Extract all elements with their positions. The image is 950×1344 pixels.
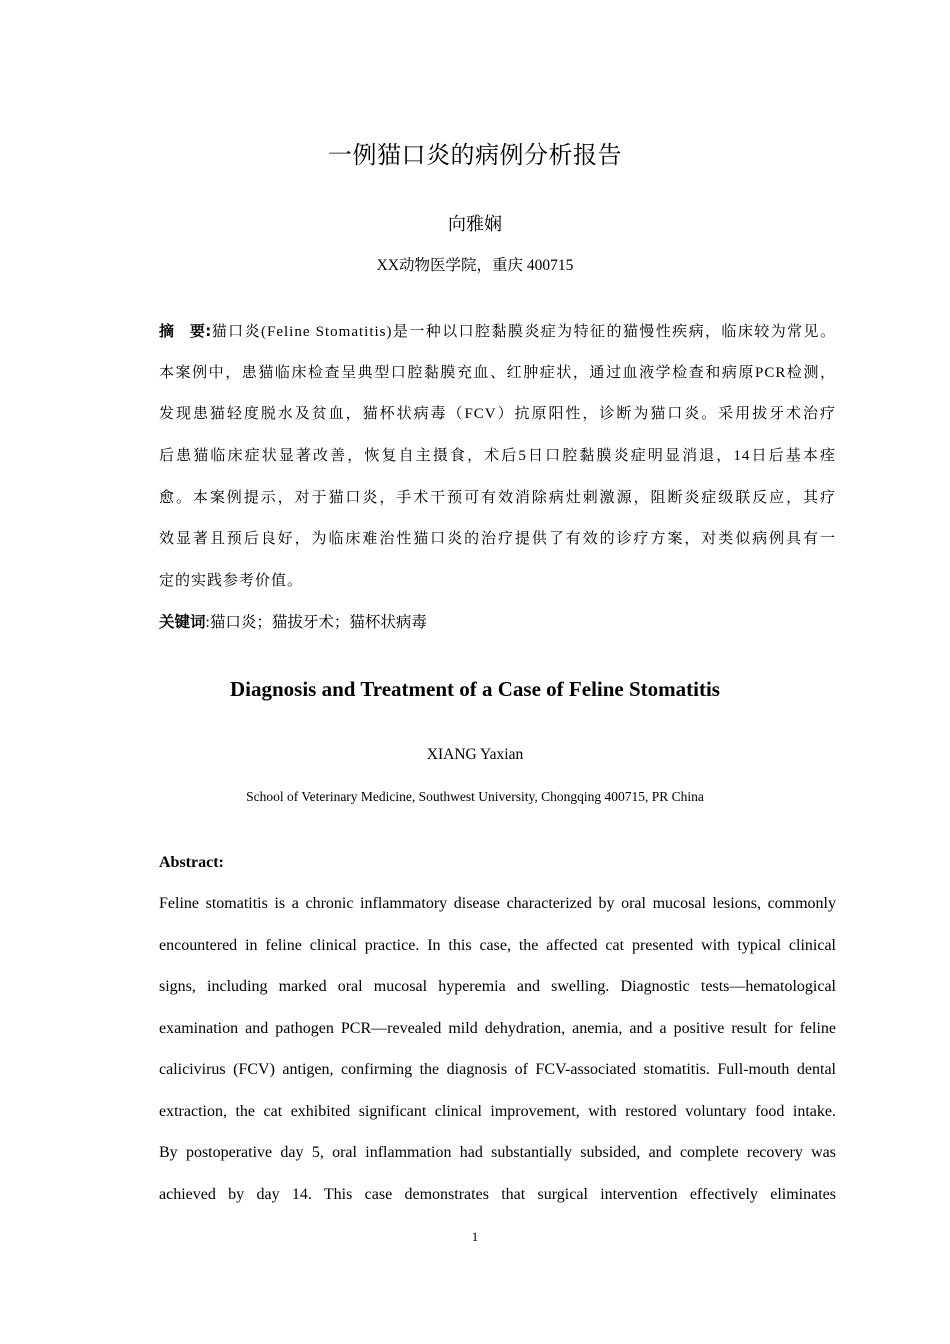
chinese-affiliation: XX动物医学院，重庆 400715 [376, 257, 574, 274]
english-abstract-line: Feline stomatitis is a chronic inflammatory disease characterized by oral mucosal lesions, commonly [159, 895, 836, 912]
chinese-abstract-line: 效显著且预后良好，为临床难治性猫口炎的治疗提供了有效的诊疗方案，对类似病例具有一 [159, 531, 836, 547]
english-title: Diagnosis and Treatment of a Case of Feline Stomatitis [230, 677, 720, 701]
page-number: 1 [471, 1229, 479, 1244]
keywords-text: :猫口炎；猫拔牙术；猫杯状病毒 [205, 614, 427, 631]
chinese-abstract-line [159, 320, 836, 343]
chinese-keywords [159, 611, 427, 634]
chinese-title: 一例猫口炎的病例分析报告 [328, 141, 622, 169]
chinese-abstract-line: 本案例中，患猫临床检查呈典型口腔黏膜充血、红肿症状，通过血液学检查和病原PCR检测， [159, 365, 836, 381]
english-abstract-line: examination and pathogen PCR—revealed mild dehydration, anemia, and a positive result for feline [159, 1020, 836, 1037]
english-abstract-line: extraction, the cat exhibited significant clinical improvement, with restored voluntary food intake. [159, 1103, 836, 1120]
english-abstract-heading: Abstract: [159, 854, 224, 871]
abstract-text: 猫口炎(Feline Stomatitis)是一种以口腔黏膜炎症为特征的猫慢性疾病，临床较为常见。 [211, 324, 836, 340]
english-abstract-line: calicivirus (FCV) antigen, confirming the diagnosis of FCV-associated stomatitis. Full-mouth dental [159, 1061, 836, 1078]
chinese-author: 向雅娴 [448, 214, 502, 235]
english-abstract-line: By postoperative day 5, oral inflammation had substantially subsided, and complete recovery was [159, 1144, 836, 1161]
english-author: XIANG Yaxian [426, 746, 524, 763]
abstract-label: 摘 要: [159, 322, 212, 340]
english-affiliation: School of Veterinary Medicine, Southwest University, Chongqing 400715, PR China [246, 789, 704, 804]
chinese-abstract-line: 愈。本案例提示，对于猫口炎，手术干预可有效消除病灶刺激源，阻断炎症级联反应，其疗 [159, 490, 836, 506]
english-abstract-line: encountered in feline clinical practice. In this case, the affected cat presented with typical clinical [159, 937, 836, 954]
chinese-abstract-line: 发现患猫轻度脱水及贫血，猫杯状病毒（FCV）抗原阳性，诊断为猫口炎。采用拔牙术治疗 [159, 406, 836, 422]
english-abstract-line: signs, including marked oral mucosal hyperemia and swelling. Diagnostic tests—hematological [159, 978, 836, 995]
chinese-abstract-line: 后患猫临床症状显著改善，恢复自主摄食，术后5日口腔黏膜炎症明显消退，14日后基本痊 [159, 448, 836, 464]
keywords-label: 关键词 [159, 613, 206, 631]
chinese-abstract-line: 定的实践参考价值。 [159, 573, 304, 589]
english-abstract-line: achieved by day 14. This case demonstrates that surgical intervention effectively eliminates [159, 1186, 836, 1203]
